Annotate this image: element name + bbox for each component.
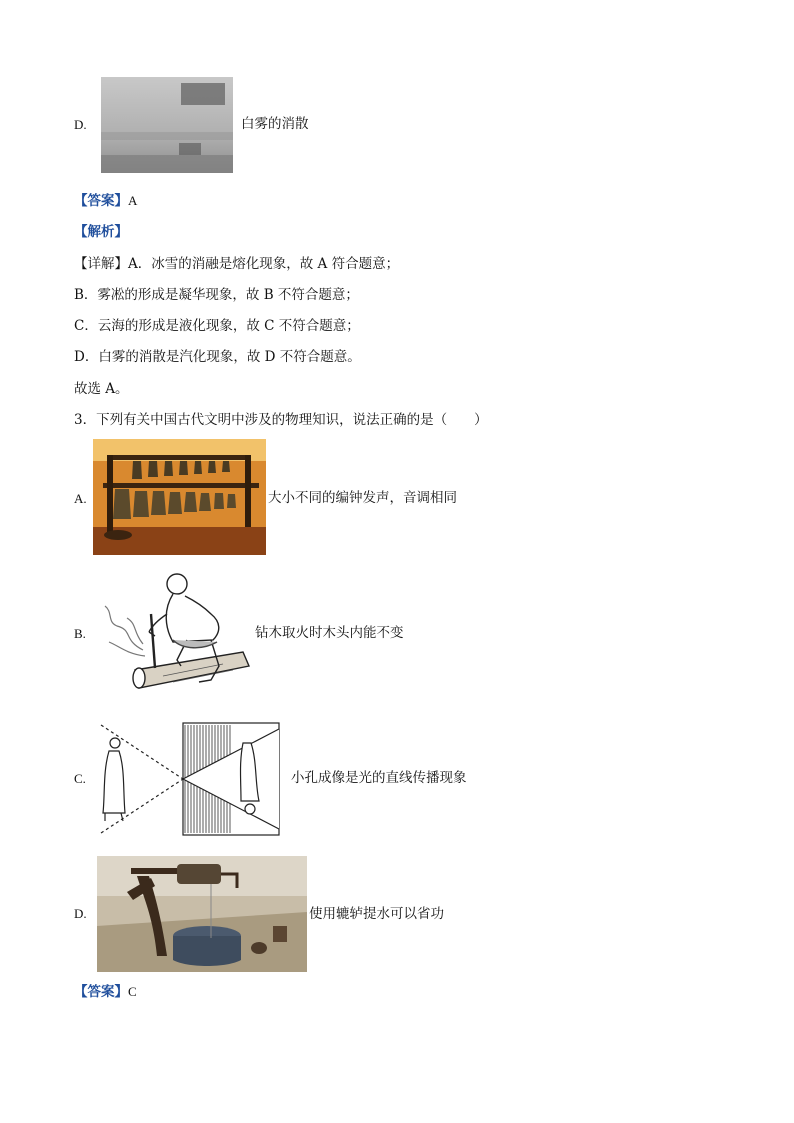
answer-line-q3 bbox=[74, 983, 137, 1001]
option-d-letter-prev: D. bbox=[74, 117, 87, 132]
option-c-letter: C. bbox=[74, 771, 86, 786]
answer-tag-q3: 【答案】 bbox=[74, 984, 128, 1000]
option-d-text-prev: 白雾的消散 bbox=[241, 116, 309, 132]
drilling-wood-fire-image bbox=[103, 570, 253, 694]
answer-value: A bbox=[128, 193, 138, 208]
answer-line-prev bbox=[74, 192, 137, 210]
answer-value-q3: C bbox=[128, 984, 137, 999]
windlass-well-image bbox=[97, 856, 307, 972]
question-3-stem: 3．下列有关中国古代文明中涉及的物理知识，说法正确的是（ ） bbox=[74, 412, 488, 428]
option-a-text: 大小不同的编钟发声，音调相同 bbox=[268, 490, 457, 506]
answer-tag: 【答案】 bbox=[74, 193, 128, 209]
explanation-line-3: C．云海的形成是液化现象，故 C 不符合题意； bbox=[74, 318, 360, 334]
bianzhong-bells-image bbox=[93, 439, 266, 555]
fog-photo bbox=[101, 77, 233, 173]
analysis-tag: 【解析】 bbox=[74, 224, 128, 240]
explanation-conclusion: 故选 A。 bbox=[74, 381, 129, 397]
explanation-line-1: 【详解】A．冰雪的消融是熔化现象，故 A 符合题意； bbox=[74, 256, 400, 272]
option-d-text: 使用辘轳提水可以省功 bbox=[309, 906, 444, 922]
option-b-letter: B. bbox=[74, 626, 86, 641]
explanation-line-4: D．白雾的消散是汽化现象，故 D 不符合题意。 bbox=[74, 349, 361, 365]
option-a-letter: A. bbox=[74, 491, 87, 506]
pinhole-imaging-diagram bbox=[95, 721, 281, 837]
explanation-line-2: B．雾凇的形成是凝华现象，故 B 不符合题意； bbox=[74, 287, 359, 303]
option-d-letter: D. bbox=[74, 906, 87, 921]
option-b-text: 钻木取火时木头内能不变 bbox=[255, 625, 404, 641]
option-c-text: 小孔成像是光的直线传播现象 bbox=[291, 770, 467, 786]
